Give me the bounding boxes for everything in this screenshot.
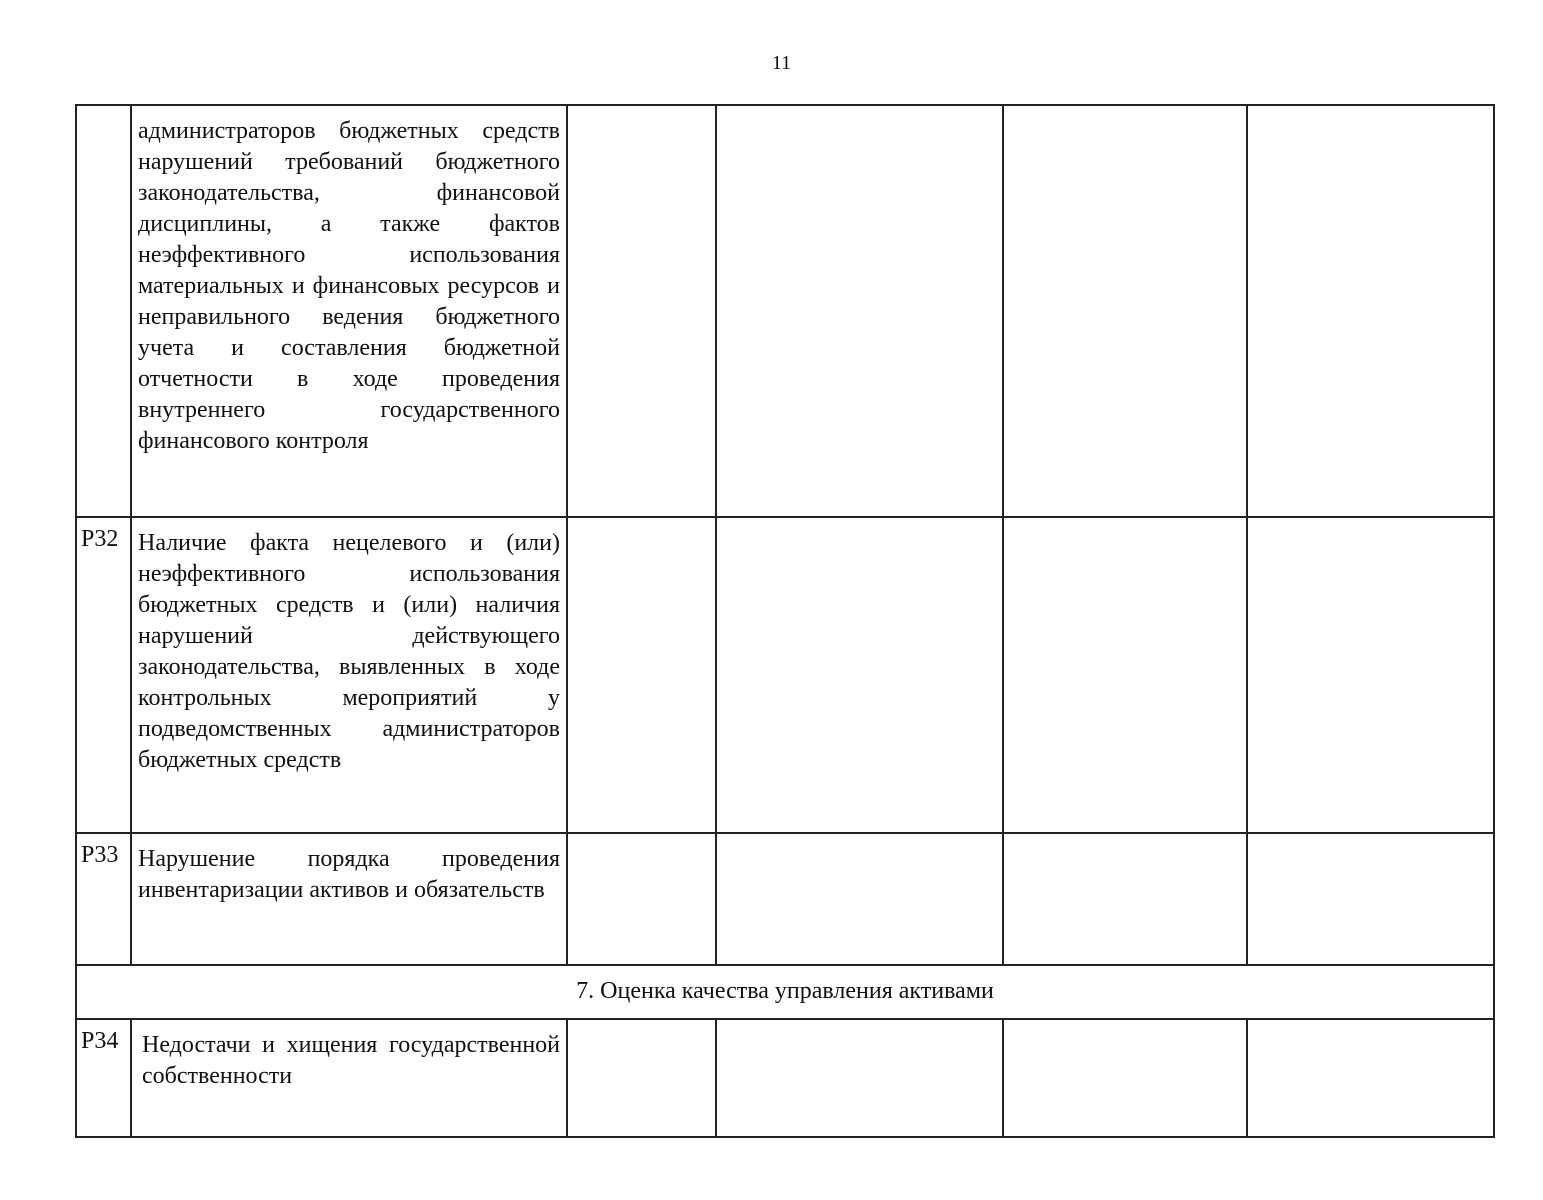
empty-cell <box>567 833 716 965</box>
empty-cell <box>567 1019 716 1137</box>
empty-cell <box>716 833 1003 965</box>
empty-cell <box>1247 833 1494 965</box>
empty-cell <box>567 105 716 517</box>
empty-cell <box>716 1019 1003 1137</box>
table-row <box>76 1019 1494 1137</box>
row-description-text: Нарушение порядка проведения инвентаризации активов и обязательств <box>138 846 560 903</box>
row-description-text: Недостачи и хищения государственной собственности <box>142 1032 560 1089</box>
table-row <box>76 833 1494 965</box>
row-code: Р34 <box>76 1019 131 1137</box>
empty-cell <box>567 517 716 833</box>
empty-cell <box>1247 105 1494 517</box>
empty-cell <box>1003 517 1247 833</box>
table-row <box>76 517 1494 833</box>
row-description-text: Наличие факта нецелевого и (или) неэффективного использования бюджетных средств и (или) наличия нарушений действующего законодательства, выявленных в ходе контрольных мероприятий у подведомственных администраторов бюджетных средств <box>138 530 560 773</box>
empty-cell <box>1247 517 1494 833</box>
row-code <box>76 105 131 517</box>
section-title: 7. Оценка качества управления активами <box>76 965 1494 1019</box>
empty-cell <box>1003 105 1247 517</box>
empty-cell <box>1247 1019 1494 1137</box>
row-code: Р32 <box>76 517 131 833</box>
empty-cell <box>716 517 1003 833</box>
section-header-row <box>76 965 1494 1019</box>
empty-cell <box>1003 1019 1247 1137</box>
row-description <box>131 1019 567 1137</box>
empty-cell <box>716 105 1003 517</box>
table-row <box>76 105 1494 517</box>
indicators-table <box>75 104 1495 1138</box>
page-number: 11 <box>771 52 792 74</box>
empty-cell <box>1003 833 1247 965</box>
row-description <box>131 833 567 965</box>
row-code: Р33 <box>76 833 131 965</box>
row-description <box>131 517 567 833</box>
row-description <box>131 105 567 517</box>
row-description-text: администраторов бюджетных средств нарушений требований бюджетного законодательства, финансовой дисциплины, а также фактов неэффективного использования материальных и финансовых ресурсов и неправильного ведения бюджетного учета и составления бюджетной отчетности в ходе проведения внутреннего государственного финансового контроля <box>138 118 560 454</box>
